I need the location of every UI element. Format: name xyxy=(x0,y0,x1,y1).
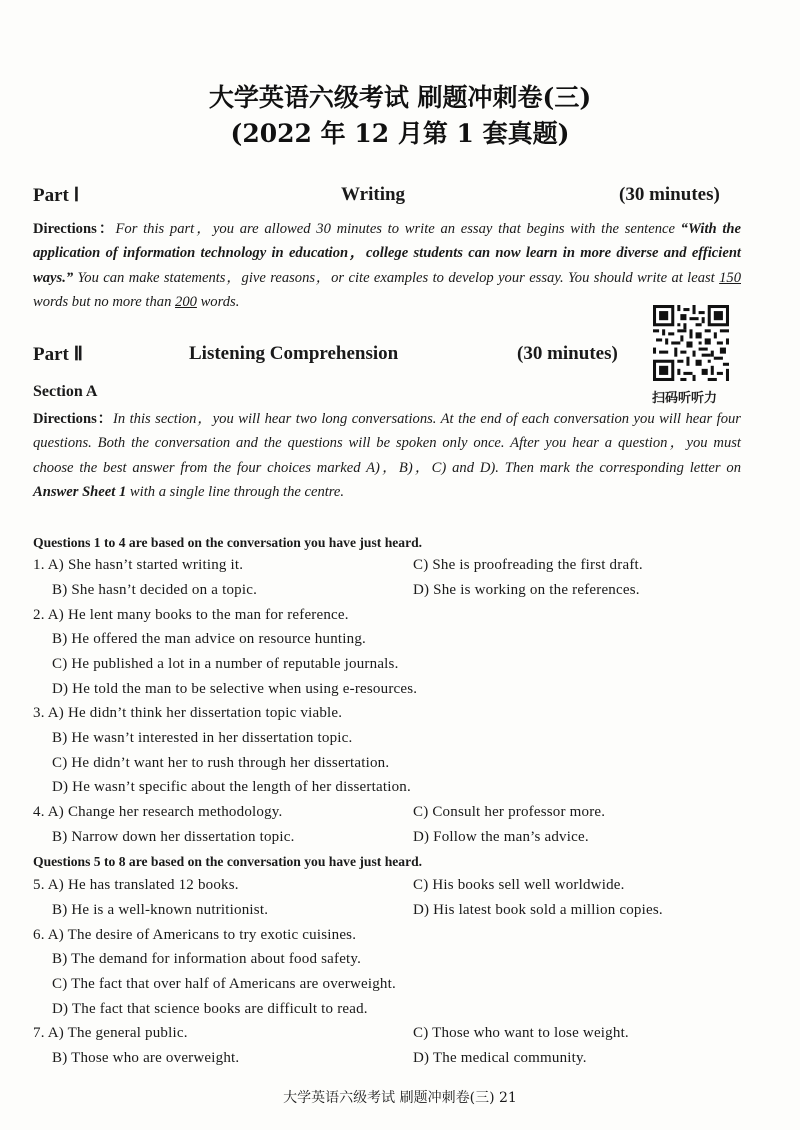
qr-code-icon[interactable] xyxy=(653,305,729,381)
q3-option-c: C) He didn’t want her to rush through her dissertation. xyxy=(52,755,390,771)
section-a-heading: Section A xyxy=(33,383,98,400)
group1-heading: Questions 1 to 4 are based on the conversation you have just heard. xyxy=(33,535,423,550)
paper-title: 大学英语六级考试 刷题冲刺卷(三) xyxy=(208,83,592,112)
part1-heading xyxy=(33,184,743,208)
q5-option-a: 5. A) He has translated 12 books. xyxy=(33,877,239,893)
q7-option-d: D) The medical community. xyxy=(413,1050,587,1066)
answer-sheet-label: Answer Sheet 1 xyxy=(33,483,127,500)
q5-option-c: C) His books sell well worldwide. xyxy=(413,877,625,893)
part2-label: Part Ⅱ xyxy=(33,344,83,365)
q4-option-c: C) Consult her professor more. xyxy=(413,804,606,820)
q7-option-c: C) Those who want to lose weight. xyxy=(413,1025,629,1041)
q6-option-a: 6. A) The desire of Americans to try exotic cuisines. xyxy=(33,927,357,943)
directions-text: words. xyxy=(196,293,240,310)
part1-directions xyxy=(33,217,741,314)
q2-option-d: D) He told the man to be selective when using e-resources. xyxy=(52,681,418,697)
q5-option-d: D) His latest book sold a million copies. xyxy=(413,902,663,918)
q1-option-d: D) She is working on the references. xyxy=(413,582,640,598)
q1-option-c: C) She is proofreading the first draft. xyxy=(413,557,643,573)
q1-option-b: B) She hasn’t decided on a topic. xyxy=(52,582,258,598)
q3-option-b: B) He wasn’t interested in her dissertation topic. xyxy=(52,730,353,746)
part2-heading xyxy=(33,343,743,367)
part1-label: Part Ⅰ xyxy=(33,185,80,206)
page-footer: 大学英语六级考试 刷题冲刺卷(三) 21 xyxy=(283,1090,517,1106)
directions-text: with a single line through the centre. xyxy=(126,483,345,500)
q2-option-c: C) He published a lot in a number of reputable journals. xyxy=(52,656,399,672)
directions-text: In this section，you will hear two long conversations. At the end of each conversation you will hear four questions. Both the conversation and the questions will be spoken only once. After you hear a question，you must choose the best answer from the four choices marked A)，B)，C) and D). Then mark the corresponding letter on xyxy=(33,411,741,476)
group2-heading: Questions 5 to 8 are based on the conversation you have just heard. xyxy=(33,854,423,869)
part1-time: (30 minutes) xyxy=(619,184,720,205)
q6-option-c: C) The fact that over half of Americans are overweight. xyxy=(52,976,396,992)
q4-option-d: D) Follow the man’s advice. xyxy=(413,829,589,845)
essay-prompt: “With the application of information technology in education，college students can now learn in more diverse and efficient ways.” xyxy=(33,221,741,286)
q2-option-a: 2. A) He lent many books to the man for reference. xyxy=(33,607,349,623)
directions-text: words but no more than xyxy=(33,293,176,310)
q6-option-b: B) The demand for information about food safety. xyxy=(52,951,362,967)
directions-label: Directions： xyxy=(33,411,113,427)
directions-text: For this part，you are allowed 30 minutes to write an essay that begins with the sentence xyxy=(115,221,675,237)
q3-option-a: 3. A) He didn’t think her dissertation topic viable. xyxy=(33,705,343,721)
q7-option-a: 7. A) The general public. xyxy=(33,1025,188,1041)
paper-subtitle: (2022 年 12 月第 1 套真题) xyxy=(230,119,570,148)
part1-name: Writing xyxy=(341,184,406,205)
q6-option-d: D) The fact that science books are difficult to read. xyxy=(52,1001,368,1017)
q4-option-b: B) Narrow down her dissertation topic. xyxy=(52,829,295,845)
qr-label: 扫码听听力 xyxy=(652,391,718,406)
part2-directions xyxy=(33,407,741,504)
directions-text: You can make statements，give reasons，or cite examples to develop your essay. You should write at least xyxy=(73,269,720,286)
directions-label: Directions： xyxy=(33,221,116,237)
q4-option-a: 4. A) Change her research methodology. xyxy=(33,804,283,820)
q5-option-b: B) He is a well-known nutritionist. xyxy=(52,902,269,918)
min-words: 150 xyxy=(719,269,741,286)
part2-name: Listening Comprehension xyxy=(189,343,399,364)
q1-option-a: 1. A) She hasn’t started writing it. xyxy=(33,557,244,573)
part2-time: (30 minutes) xyxy=(517,343,618,364)
q3-option-d: D) He wasn’t specific about the length of her dissertation. xyxy=(52,779,411,795)
q2-option-b: B) He offered the man advice on resource hunting. xyxy=(52,631,366,647)
q7-option-b: B) Those who are overweight. xyxy=(52,1050,240,1066)
max-words: 200 xyxy=(175,293,197,310)
